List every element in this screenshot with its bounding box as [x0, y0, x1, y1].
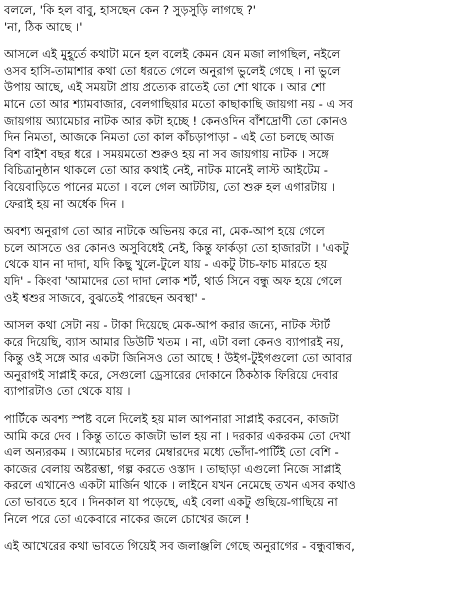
- paragraph-real-matter: [4, 317, 452, 400]
- text-line: অবশ্য অনুরাগ তো আর নাটকে অভিনয় করে না, মেক-আপ হয়ে গেলে: [4, 224, 325, 239]
- text-line: মানে তো আর শ্যামবাজার, বেলগাছিয়ার মতো কাছাকাছি জায়গা নয় - এ সব: [4, 96, 354, 111]
- text-line: বিচিত্রানুষ্ঠান থাকলে তো আর কথাই নেই, নাটক মানেই লাস্ট আইটেম -: [4, 163, 328, 178]
- text-line: এই আখেরের কথা ভাবতে গিয়েই সব জলাঞ্জলি গেছে অনুরাগের - বন্ধুবান্ধব,: [4, 539, 355, 554]
- paragraph-night-shows: [4, 46, 452, 212]
- text-line: ফেরাই হয় না অর্ধেক দিন ।: [4, 196, 125, 211]
- text-line: বিয়েবাড়িতে পানের মতো । বলে গেল আটটায়, তো শুরু হল এগারটায় ।: [4, 179, 335, 194]
- paragraph-dialogue: [4, 2, 452, 35]
- text-line: নিলে পরে তো একেবারে নাকের জলে চোখের জলে !: [4, 511, 250, 526]
- text-line: ওই শ্বশুর সাজবে, বুঝতেই পারছেন অবস্থা' -: [4, 290, 206, 305]
- text-line: বললে, 'কি হল বাবু, হাসছেন কেন ? সুড়সুড়ি লাগছে ?': [4, 3, 256, 17]
- paragraph-closing: [4, 538, 452, 555]
- text-line: 'না, ঠিক আছে ।': [4, 19, 83, 34]
- text-line: পার্টিকে অবশ্য স্পষ্ট বলে দিলেই হয় মাল আপনারা সাপ্লাই করবেন, কাজটা: [4, 412, 339, 427]
- text-line: যদি' - কিংবা 'আমাদের তো দাদা লোক শর্ট, থার্ড সিনে বন্ধু অফ হয়ে গেলে: [4, 273, 342, 288]
- text-line: জায়গায় অ্যামেচার নাটক আর কটা হচ্ছে ! কেনওদিন বাঁশদ্রোণী তো কোনও: [4, 113, 348, 128]
- text-line: করলে এখানেও একটা মার্জিন থাকে । লাইনে যখন নেমেছে তখন এসব কথাও: [4, 478, 356, 493]
- text-line: উপায় আছে, এই সময়টা প্রায় প্রত্যেক রাতেই তো শো থাকে । আর শো: [4, 80, 326, 95]
- text-line: এল অন্যরকম । অ্যামেচার দলের মেম্বারদের মধ্যে ভোঁদা-পার্টিই তো বেশি -: [4, 445, 339, 460]
- text-line: চলে আসতে ওর কোনও অসুবিধেই নেই, কিন্তু ফার্কড়া তো হাজারটা । 'একটু: [4, 240, 349, 255]
- paragraph-makeup: [4, 223, 452, 306]
- text-line: তো ভাবতে হবে । দিনকাল যা পড়েছে, এই বেলা একটু গুছিয়ে-গাছিয়ে না: [4, 495, 338, 510]
- text-line: কিন্তু ওই সঙ্গে আর একটা জিনিসও তো আছে ! উইগ-টুইগগুলো তো আবার: [4, 351, 352, 366]
- text-line: করে দিয়েছি, ব্যাস আমার ডিউটি খতম । না, এটা বলা কেনও ব্যাপারই নয়,: [4, 334, 344, 349]
- text-line: আসলে এই মুহূর্তে কথাটা মনে হল বলেই কেমন যেন মজা লাগছিল, নইলে: [4, 47, 341, 62]
- paragraph-party-supply: [4, 411, 452, 527]
- text-line: আসল কথা সেটা নয় - টাকা দিয়েছে মেক-আপ করার জন্যে, নাটক স্টার্ট: [4, 318, 331, 333]
- text-line: দিন নিমতা, আজকে নিমতা তো কাল কাঁচড়াপাড়া - এই তো চলছে আজ: [4, 130, 335, 145]
- text-line: কাজের বেলায় অষ্টরম্ভা, গল্প করতে ওস্তাদ । তাছাড়া এগুলো নিজে সাপ্লাই: [4, 461, 341, 476]
- text-line: আমি করে দেব । কিন্তু তাতে কাজটা ভাল হয় না । দরকার একরকম তো দেখা: [4, 428, 351, 443]
- text-line: ব্যাপারটাও তো থেকে যায় ।: [4, 384, 131, 399]
- text-line: থেকে যান না দাদা, যদি কিছু খুলে-টুলে যায় - একটু টাচ-ফাচ মারতে হয়: [4, 257, 328, 272]
- text-line: বিশ বাইশ বছর ধরে । সময়মতো শুরুও হয় না সব জায়গায় নাটক । সঙ্গে: [4, 146, 329, 161]
- text-line: ওসব হাসি-তামাশার কথা তো ধরতে গেলে অনুরাগ ভুলেই গেছে । না ভুলে: [4, 63, 341, 78]
- text-line: অনুরাগই সাপ্লাই করে, সেগুলো ড্রেসারের দোকানে ঠিকঠাক ফিরিয়ে দেবার: [4, 367, 339, 382]
